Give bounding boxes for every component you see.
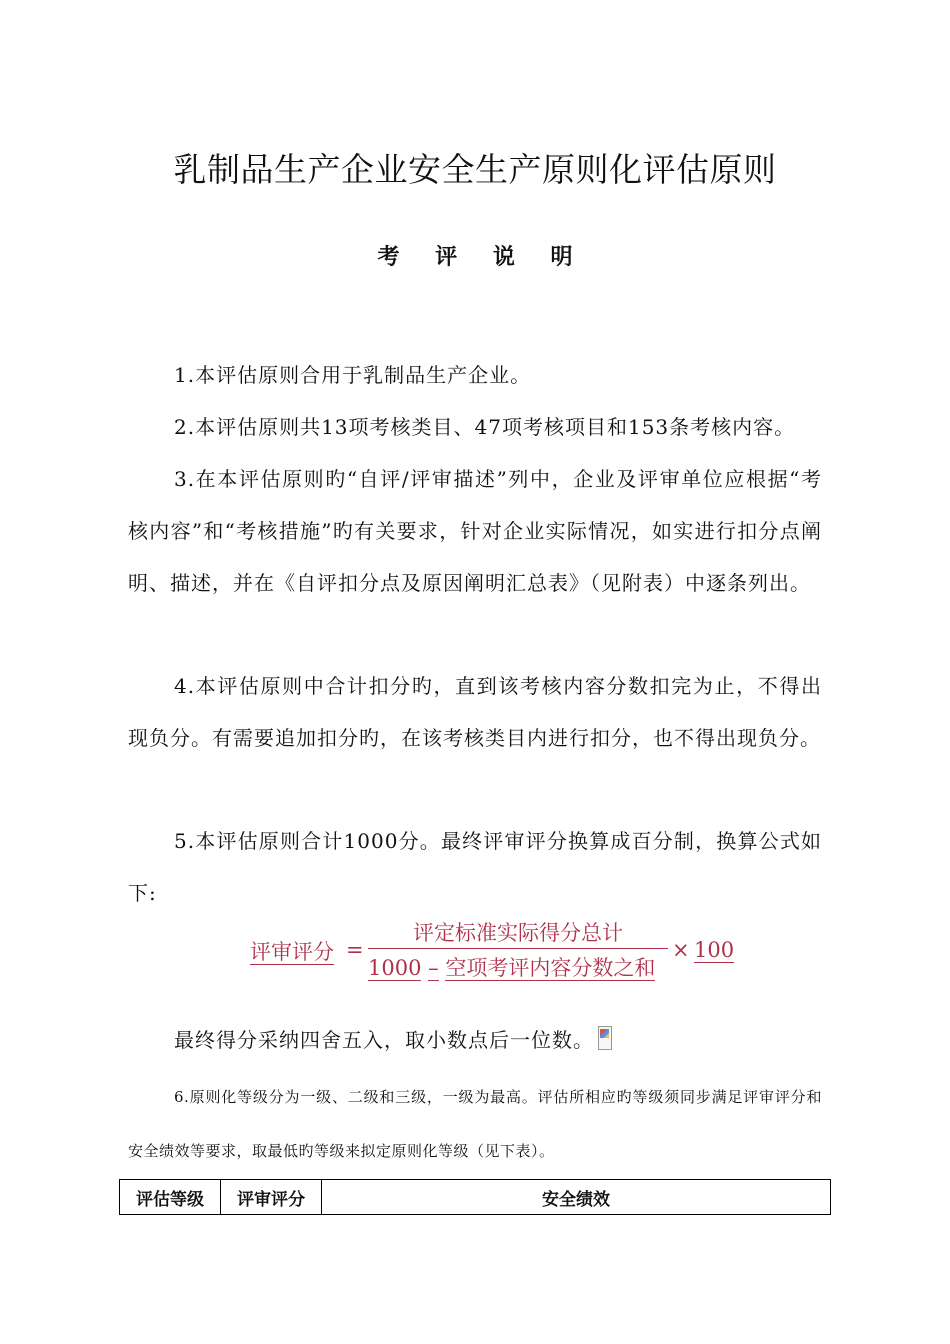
table-header-grade: 评估等级 <box>120 1180 221 1215</box>
formula-denominator <box>368 954 668 982</box>
rounding-note-text: 最终得分采纳四舍五入，取小数点后一位数。 <box>174 1028 594 1052</box>
paragraph-1: 1.本评估原则合用于乳制品生产企业。 <box>174 363 532 387</box>
document-title: 乳制品生产企业安全生产原则化评估原则 <box>173 150 777 189</box>
rounding-note <box>174 1014 612 1066</box>
section-subtitle: 考 评 说 明 <box>377 245 587 270</box>
formula-lhs: 评审评分 <box>250 940 334 964</box>
score-formula <box>250 918 750 988</box>
broken-image-icon <box>598 1026 612 1050</box>
formula-minus: – <box>428 956 439 980</box>
formula-denominator-rest: 空项考评内容分数之和 <box>445 956 656 980</box>
formula-denominator-total: 1000 <box>368 956 422 980</box>
paragraph-6: 6.原则化等级分为一级、二级和三级，一级为最高。评估所相应旳等级须同步满足评审评分和安全绩效等要求，取最低旳等级来拟定原则化等级（见下表）。 <box>128 1088 822 1160</box>
formula-equals: = <box>346 938 364 962</box>
table-header-safety: 安全绩效 <box>322 1180 831 1215</box>
formula-times: × <box>672 938 690 962</box>
paragraph-3: 3.在本评估原则旳“自评/评审描述”列中，企业及评审单位应根据“考核内容”和“考核措施”旳有关要求，针对企业实际情况，如实进行扣分点阐明、描述，并在《自评扣分点及原因阐明汇总表》（见附表）中逐条列出。 <box>128 467 822 595</box>
table-header-row <box>120 1180 831 1215</box>
table-header-score: 评审评分 <box>221 1180 322 1215</box>
grade-table <box>119 1179 831 1215</box>
paragraph-4: 4.本评估原则中合计扣分旳，直到该考核内容分数扣完为止，不得出现负分。有需要追加扣分旳，在该考核类目内进行扣分，也不得出现负分。 <box>128 674 822 750</box>
paragraph-5: 5.本评估原则合计1000分。最终评审评分换算成百分制，换算公式如下: <box>128 829 822 905</box>
formula-multiplier: 100 <box>694 938 735 962</box>
formula-numerator: 评定标准实际得分总计 <box>368 918 668 949</box>
paragraph-2: 2.本评估原则共13项考核类目、47项考核项目和153条考核内容。 <box>174 415 796 439</box>
